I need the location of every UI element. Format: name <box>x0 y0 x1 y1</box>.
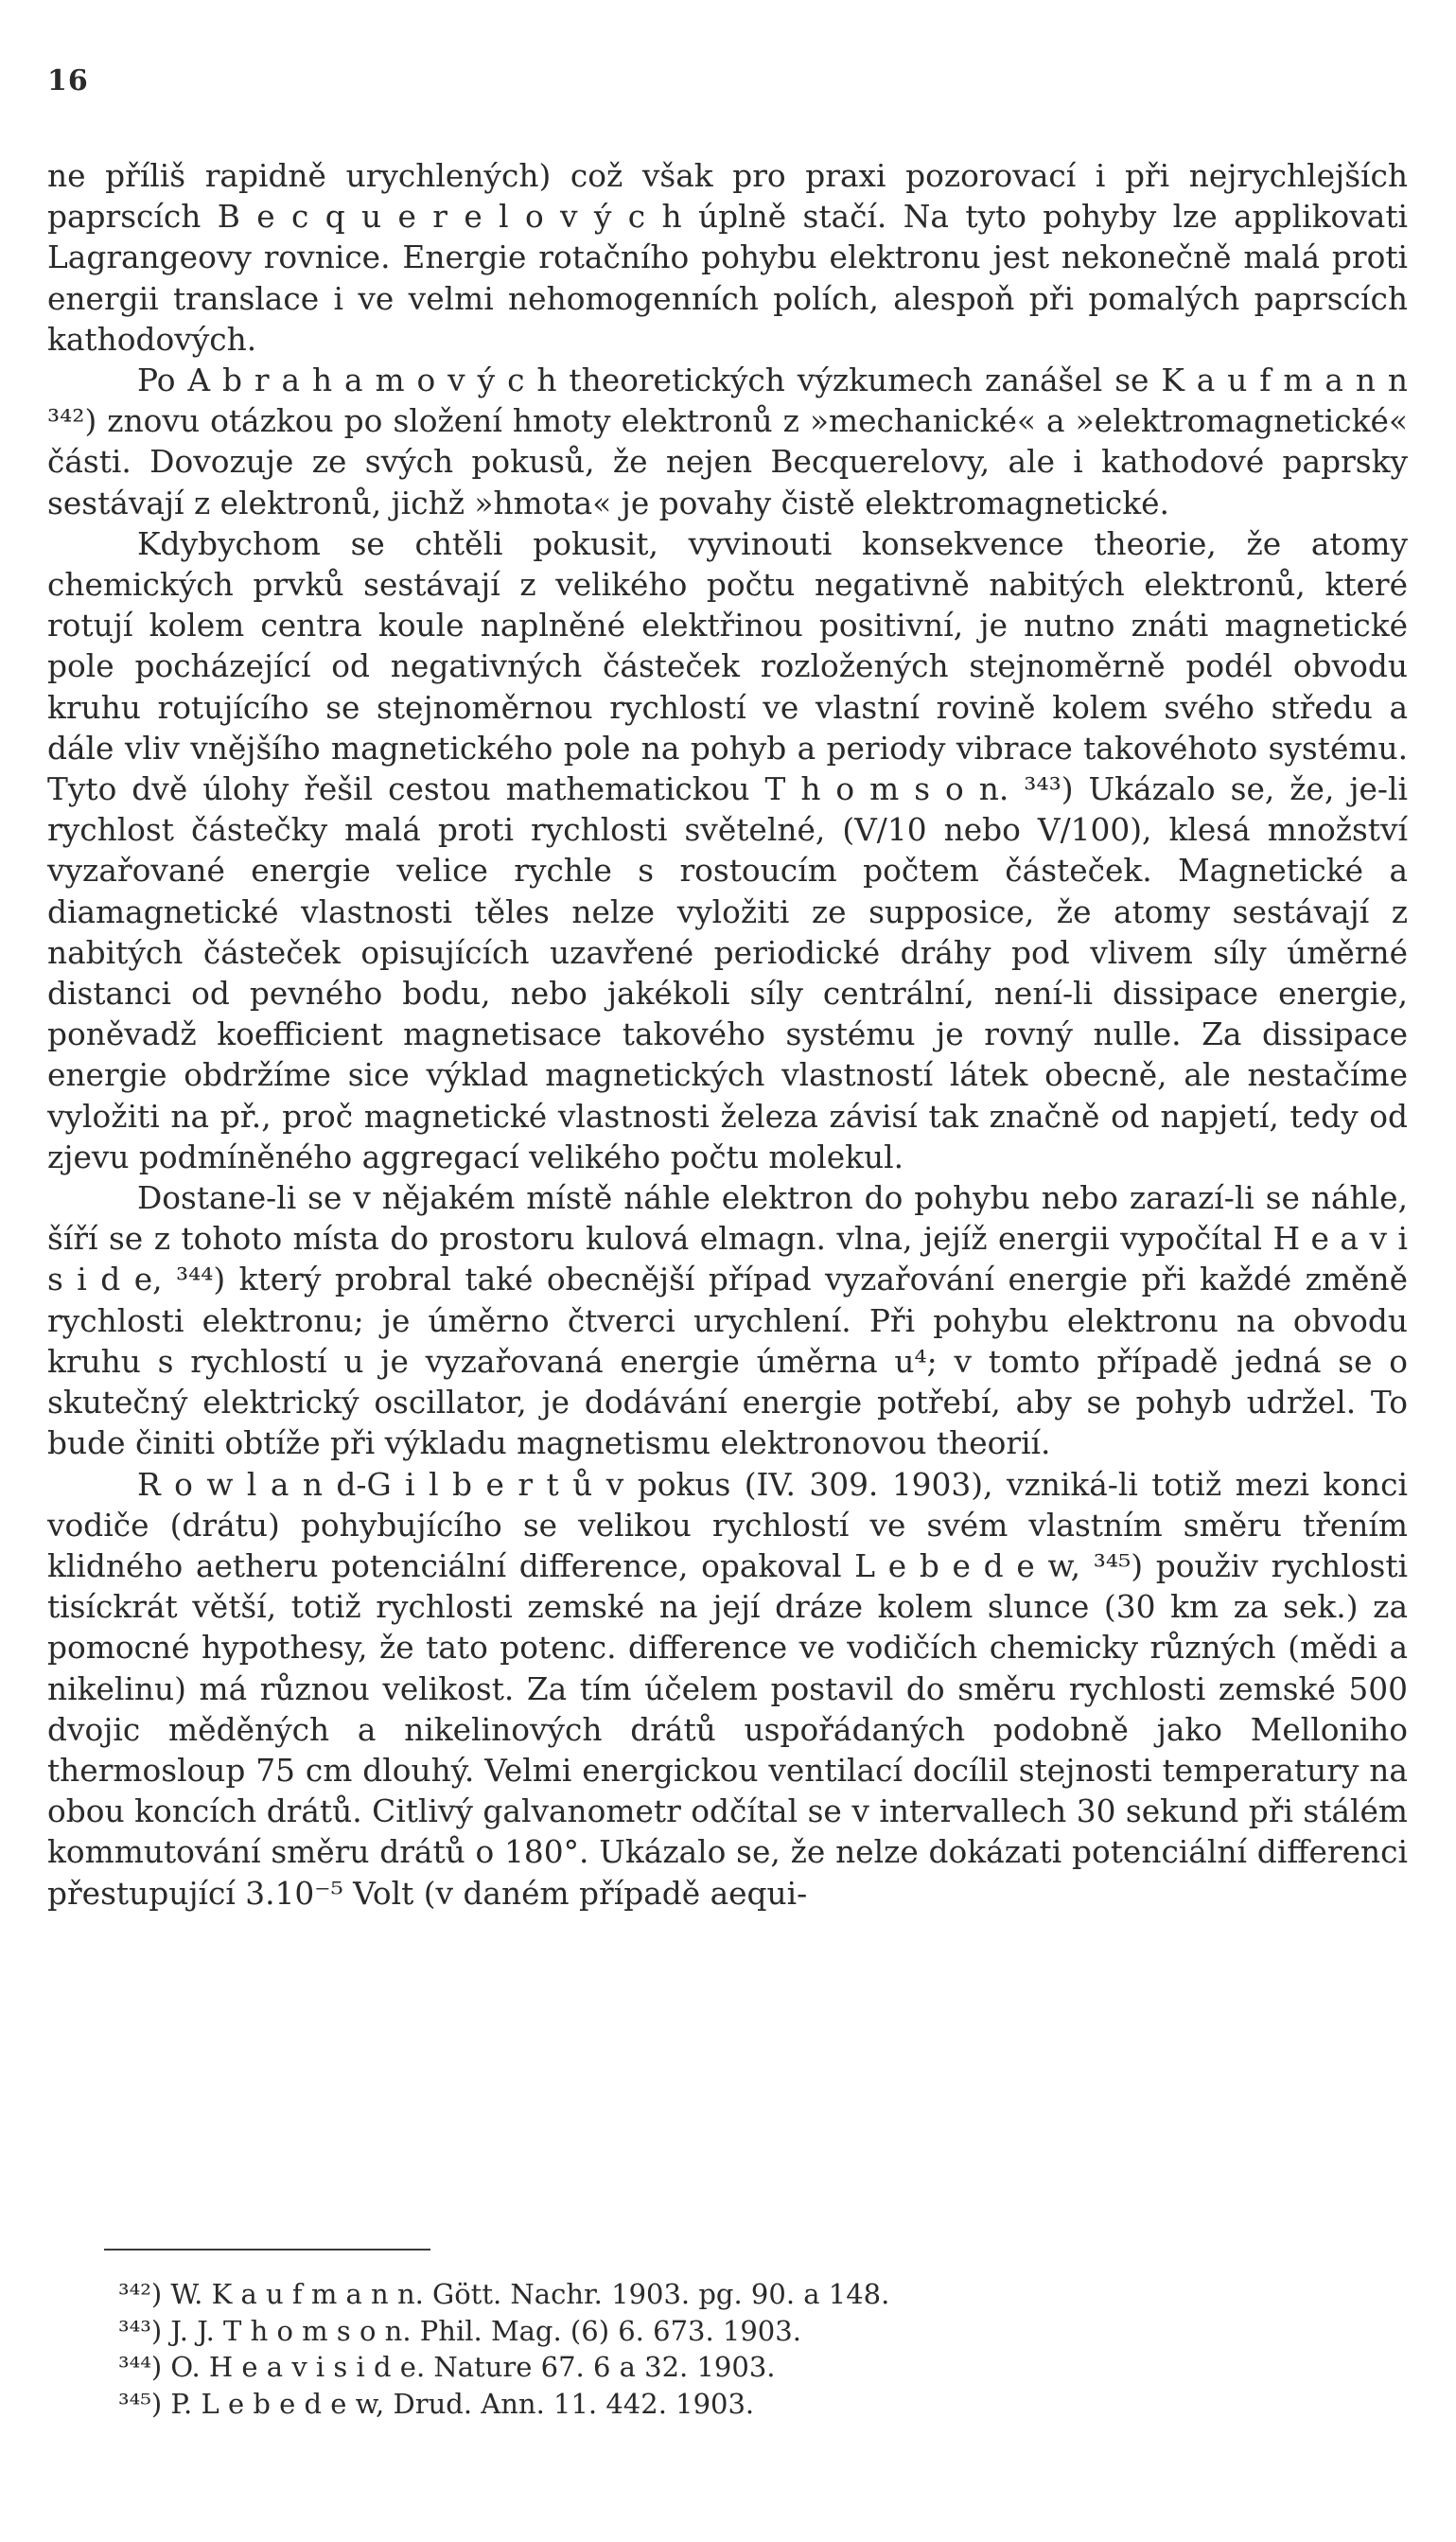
footnote: ³⁴²) W. K a u f m a n n. Gött. Nachr. 1903. pg. 90. a 148. <box>118 2278 890 2310</box>
paragraph: Po A b r a h a m o v ý c h theoretických výzkumech zanášel se K a u f m a n n ³⁴²) znovu otázkou po složení hmoty elektronů z »mechanické« a »elektromagnetické« části. Dovozuje ze svých pokusů, že nejen Becquerelovy, ale i kathodové paprsky sestávají z elektronů, jichž »hmota« je povahy čistě elektromagnetické. <box>47 362 1408 521</box>
page-number: 16 <box>47 64 89 97</box>
footnote: ³⁴⁴) O. H e a v i s i d e. Nature 67. 6 a 32. 1903. <box>118 2351 776 2383</box>
body-text <box>47 156 1408 1915</box>
footnotes <box>118 2276 1348 2422</box>
paragraph: Dostane-li se v nějakém místě náhle elektron do pohybu nebo zarazí-li se náhle, šíří se z tohoto místa do prostoru kulová elmagn. vlna, jejíž energii vypočítal H e a v i s i d e, ³⁴⁴) který probral také obecnější případ vyzařování energie při každé změně rychlosti elektronu; je úměrno čtverci urychlení. Při pohybu elektronu na obvodu kruhu s rychlostí u je vyzařovaná energie úměrna u⁴; v tomto případě jedná se o skutečný elektrický oscillator, je dodávání energie potřebí, aby se pohyb udržel. To bude činiti obtíže při výkladu magnetismu elektronovou theorií. <box>47 1180 1408 1462</box>
paragraph: Kdybychom se chtěli pokusit, vyvinouti konsekvence theorie, že atomy chemických prvků sestávají z velikého počtu negativně nabitých elektronů, které rotují kolem centra koule naplněné elektřinou positivní, je nutno znáti magnetické pole pocházející od negativných částeček rozložených stejnoměrně podél obvodu kruhu rotujícího se stejnoměrnou rychlostí ve vlastní rovině kolem svého středu a dále vliv vnějšího magnetického pole na pohyb a periody vibrace takovéhoto systému. Tyto dvě úlohy řešil cestou mathematickou T h o m s o n. ³⁴³) Ukázalo se, že, je-li rychlost částečky malá proti rychlosti světelné, (V/10 nebo V/100), klesá množství vyzařované energie velice rychle s rostoucím počtem částeček. Magnetické a diamagnetické vlastnosti těles nelze vyložiti ze supposice, že atomy sestávají z nabitých částeček opisujících uzavřené periodické dráhy pod vlivem síly úměrné distanci od pevného bodu, nebo jakékoli síly centrální, není-li dissipace energie, poněvadž koefficient magnetisace takového systému je rovný nulle. Za dissipace energie obdržíme sice výklad magnetických vlastností látek obecně, ale nestačíme vyložiti na př., proč magnetické vlastnosti železa závisí tak značně od napjetí, tedy od zjevu podmíněného aggregací velikého počtu molekul. <box>47 525 1408 1175</box>
paragraph: ne příliš rapidně urychlených) což však pro praxi pozorovací i při nejrychlejších paprscích B e c q u e r e l o v ý c h úplně stačí. Na tyto pohyby lze applikovati Lagrangeovy rovnice. Energie rotačního pohybu elektronu jest nekonečně malá proti energii translace i ve velmi nehomogenních polích, alespoň při pomalých paprscích kathodových. <box>47 158 1408 358</box>
footnote-divider <box>104 2249 430 2251</box>
footnote: ³⁴⁵) P. L e b e d e w, Drud. Ann. 11. 442. 1903. <box>118 2387 755 2420</box>
footnote: ³⁴³) J. J. T h o m s o n. Phil. Mag. (6) 6. 673. 1903. <box>118 2314 801 2347</box>
paragraph: R o w l a n d-G i l b e r t ů v pokus (IV. 309. 1903), vzniká-li totiž mezi konci vodiče (drátu) pohybujícího se velikou rychlostí ve svém vlastním směru třením klidného aetheru potenciální difference, opakoval L e b e d e w, ³⁴⁵) použiv rychlosti tisíckrát větší, totiž rychlosti zemské na její dráze kolem slunce (30 km za sek.) za pomocné hypothesy, že tato potenc. difference ve vodičích chemicky různých (mědi a nikelinu) má různou velikost. Za tím účelem postavil do směru rychlosti zemské 500 dvojic měděných a nikelinových drátů uspořádaných podobně jako Melloniho thermosloup 75 cm dlouhý. Velmi energickou ventilací docílil stejnosti temperatury na obou koncích drátů. Citlivý galvanometr odčítal se v intervallech 30 sekund při stálém kommutování směru drátů o 180°. Ukázalo se, že nelze dokázati potenciální differenci přestupující 3.10⁻⁵ Volt (v daném případě aequi- <box>47 1466 1408 1912</box>
